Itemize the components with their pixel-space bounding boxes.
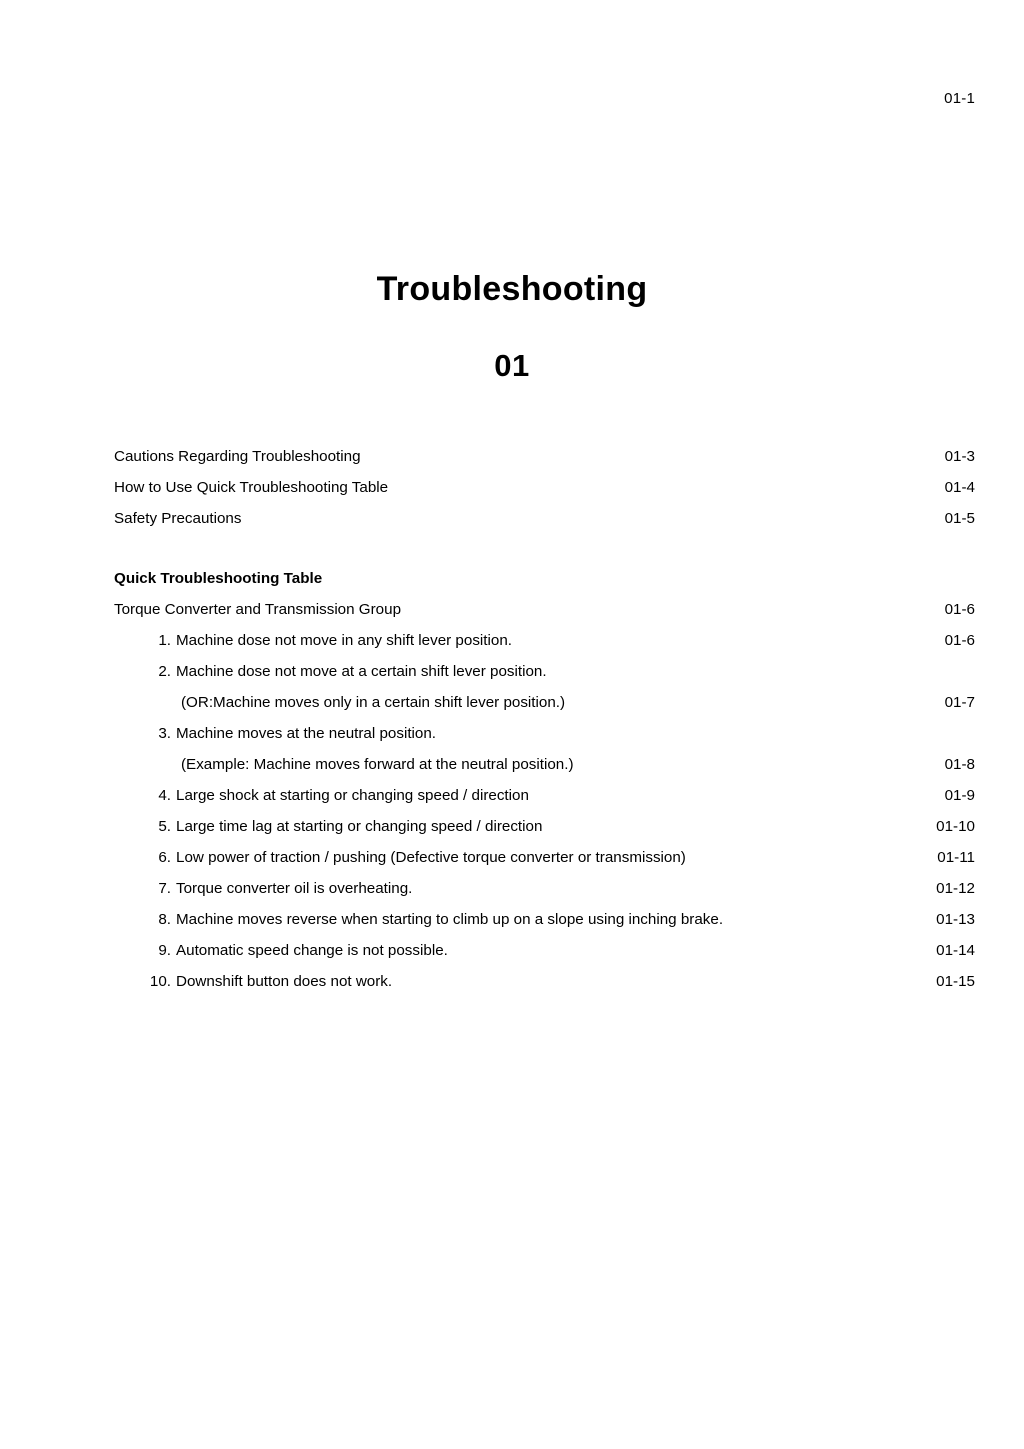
dot-leader [728,923,920,924]
dot-leader [691,861,920,862]
page-number-header: 01-1 [944,90,975,107]
toc-item-number: 5. [158,818,171,835]
toc-entry[interactable] [114,503,975,534]
toc-item-number: 10. [149,973,171,990]
toc-entry-label: Torque Converter and Transmission Group [114,601,402,618]
page-title: Troubleshooting [376,270,648,308]
toc-group-entry[interactable] [114,594,975,625]
dot-leader [453,954,920,955]
toc-item-label: Downshift button does not work. [176,973,393,990]
dot-leader [517,644,920,645]
toc-item[interactable] [114,718,975,749]
toc-item-label: Low power of traction / pushing (Defective torque converter or transmission) [176,849,686,866]
toc-item-label: Automatic speed change is not possible. [176,942,448,959]
toc-item-label: Machine dose not move at a certain shift lever position. [176,663,547,680]
toc-entry-label: Cautions Regarding Troubleshooting [114,448,361,465]
toc-item-page: 01-14 [936,942,975,959]
table-of-contents [114,441,975,997]
toc-item[interactable] [114,780,975,811]
toc-item-label: Machine moves at the neutral position. [176,725,437,742]
toc-item[interactable] [114,656,975,687]
toc-section-heading: Quick Troubleshooting Table [114,570,323,587]
toc-item-page: 01-8 [944,756,975,773]
dot-leader [570,706,920,707]
toc-item-page: 01-12 [936,880,975,897]
toc-item-number: 2. [158,663,171,680]
dot-leader [406,613,920,614]
toc-item-number: 9. [158,942,171,959]
chapter-number: 01 [494,348,530,384]
toc-item[interactable] [114,625,975,656]
toc-item[interactable] [114,842,975,873]
dot-leader [534,799,920,800]
toc-item-page: 01-15 [936,973,975,990]
dot-leader [246,522,920,523]
toc-item-page: 01-11 [937,849,975,866]
toc-item-continuation[interactable] [114,687,975,718]
toc-item-page: 01-9 [944,787,975,804]
toc-item-label: (OR:Machine moves only in a certain shift lever position.) [181,694,566,711]
toc-item-page: 01-6 [944,632,975,649]
toc-item-label: Machine moves reverse when starting to climb up on a slope using inching brake. [176,911,724,928]
toc-item-number: 4. [158,787,171,804]
toc-item-label: (Example: Machine moves forward at the neutral position.) [181,756,574,773]
toc-item-page: 01-13 [936,911,975,928]
toc-entry-page: 01-6 [944,601,975,618]
toc-entry-page: 01-4 [944,479,975,496]
toc-spacer [114,534,975,563]
toc-item[interactable] [114,935,975,966]
toc-item[interactable] [114,873,975,904]
toc-entry-page: 01-3 [944,448,975,465]
toc-item-label: Machine dose not move in any shift lever position. [176,632,512,649]
toc-entry[interactable] [114,472,975,503]
toc-item-label: Torque converter oil is overheating. [176,880,413,897]
toc-item-number: 6. [158,849,171,866]
toc-item-number: 3. [158,725,171,742]
dot-leader [417,892,920,893]
toc-item-number: 8. [158,911,171,928]
toc-item-page: 01-10 [936,818,975,835]
toc-item-number: 7. [158,880,171,897]
toc-entry-label: Safety Precautions [114,510,242,527]
dot-leader [397,985,920,986]
toc-item-continuation[interactable] [114,749,975,780]
toc-entry-label: How to Use Quick Troubleshooting Table [114,479,389,496]
dot-leader [366,460,920,461]
toc-item[interactable] [114,966,975,997]
toc-item-number: 1. [158,632,171,649]
toc-entry-page: 01-5 [944,510,975,527]
dot-leader [547,830,920,831]
toc-item-label: Large time lag at starting or changing speed / direction [176,818,543,835]
dot-leader [579,768,920,769]
toc-item-label: Large shock at starting or changing speed / direction [176,787,529,804]
toc-item[interactable] [114,904,975,935]
toc-item[interactable] [114,811,975,842]
dot-leader [393,491,920,492]
title-block [0,270,1024,383]
toc-item-page: 01-7 [944,694,975,711]
toc-entry[interactable] [114,441,975,472]
